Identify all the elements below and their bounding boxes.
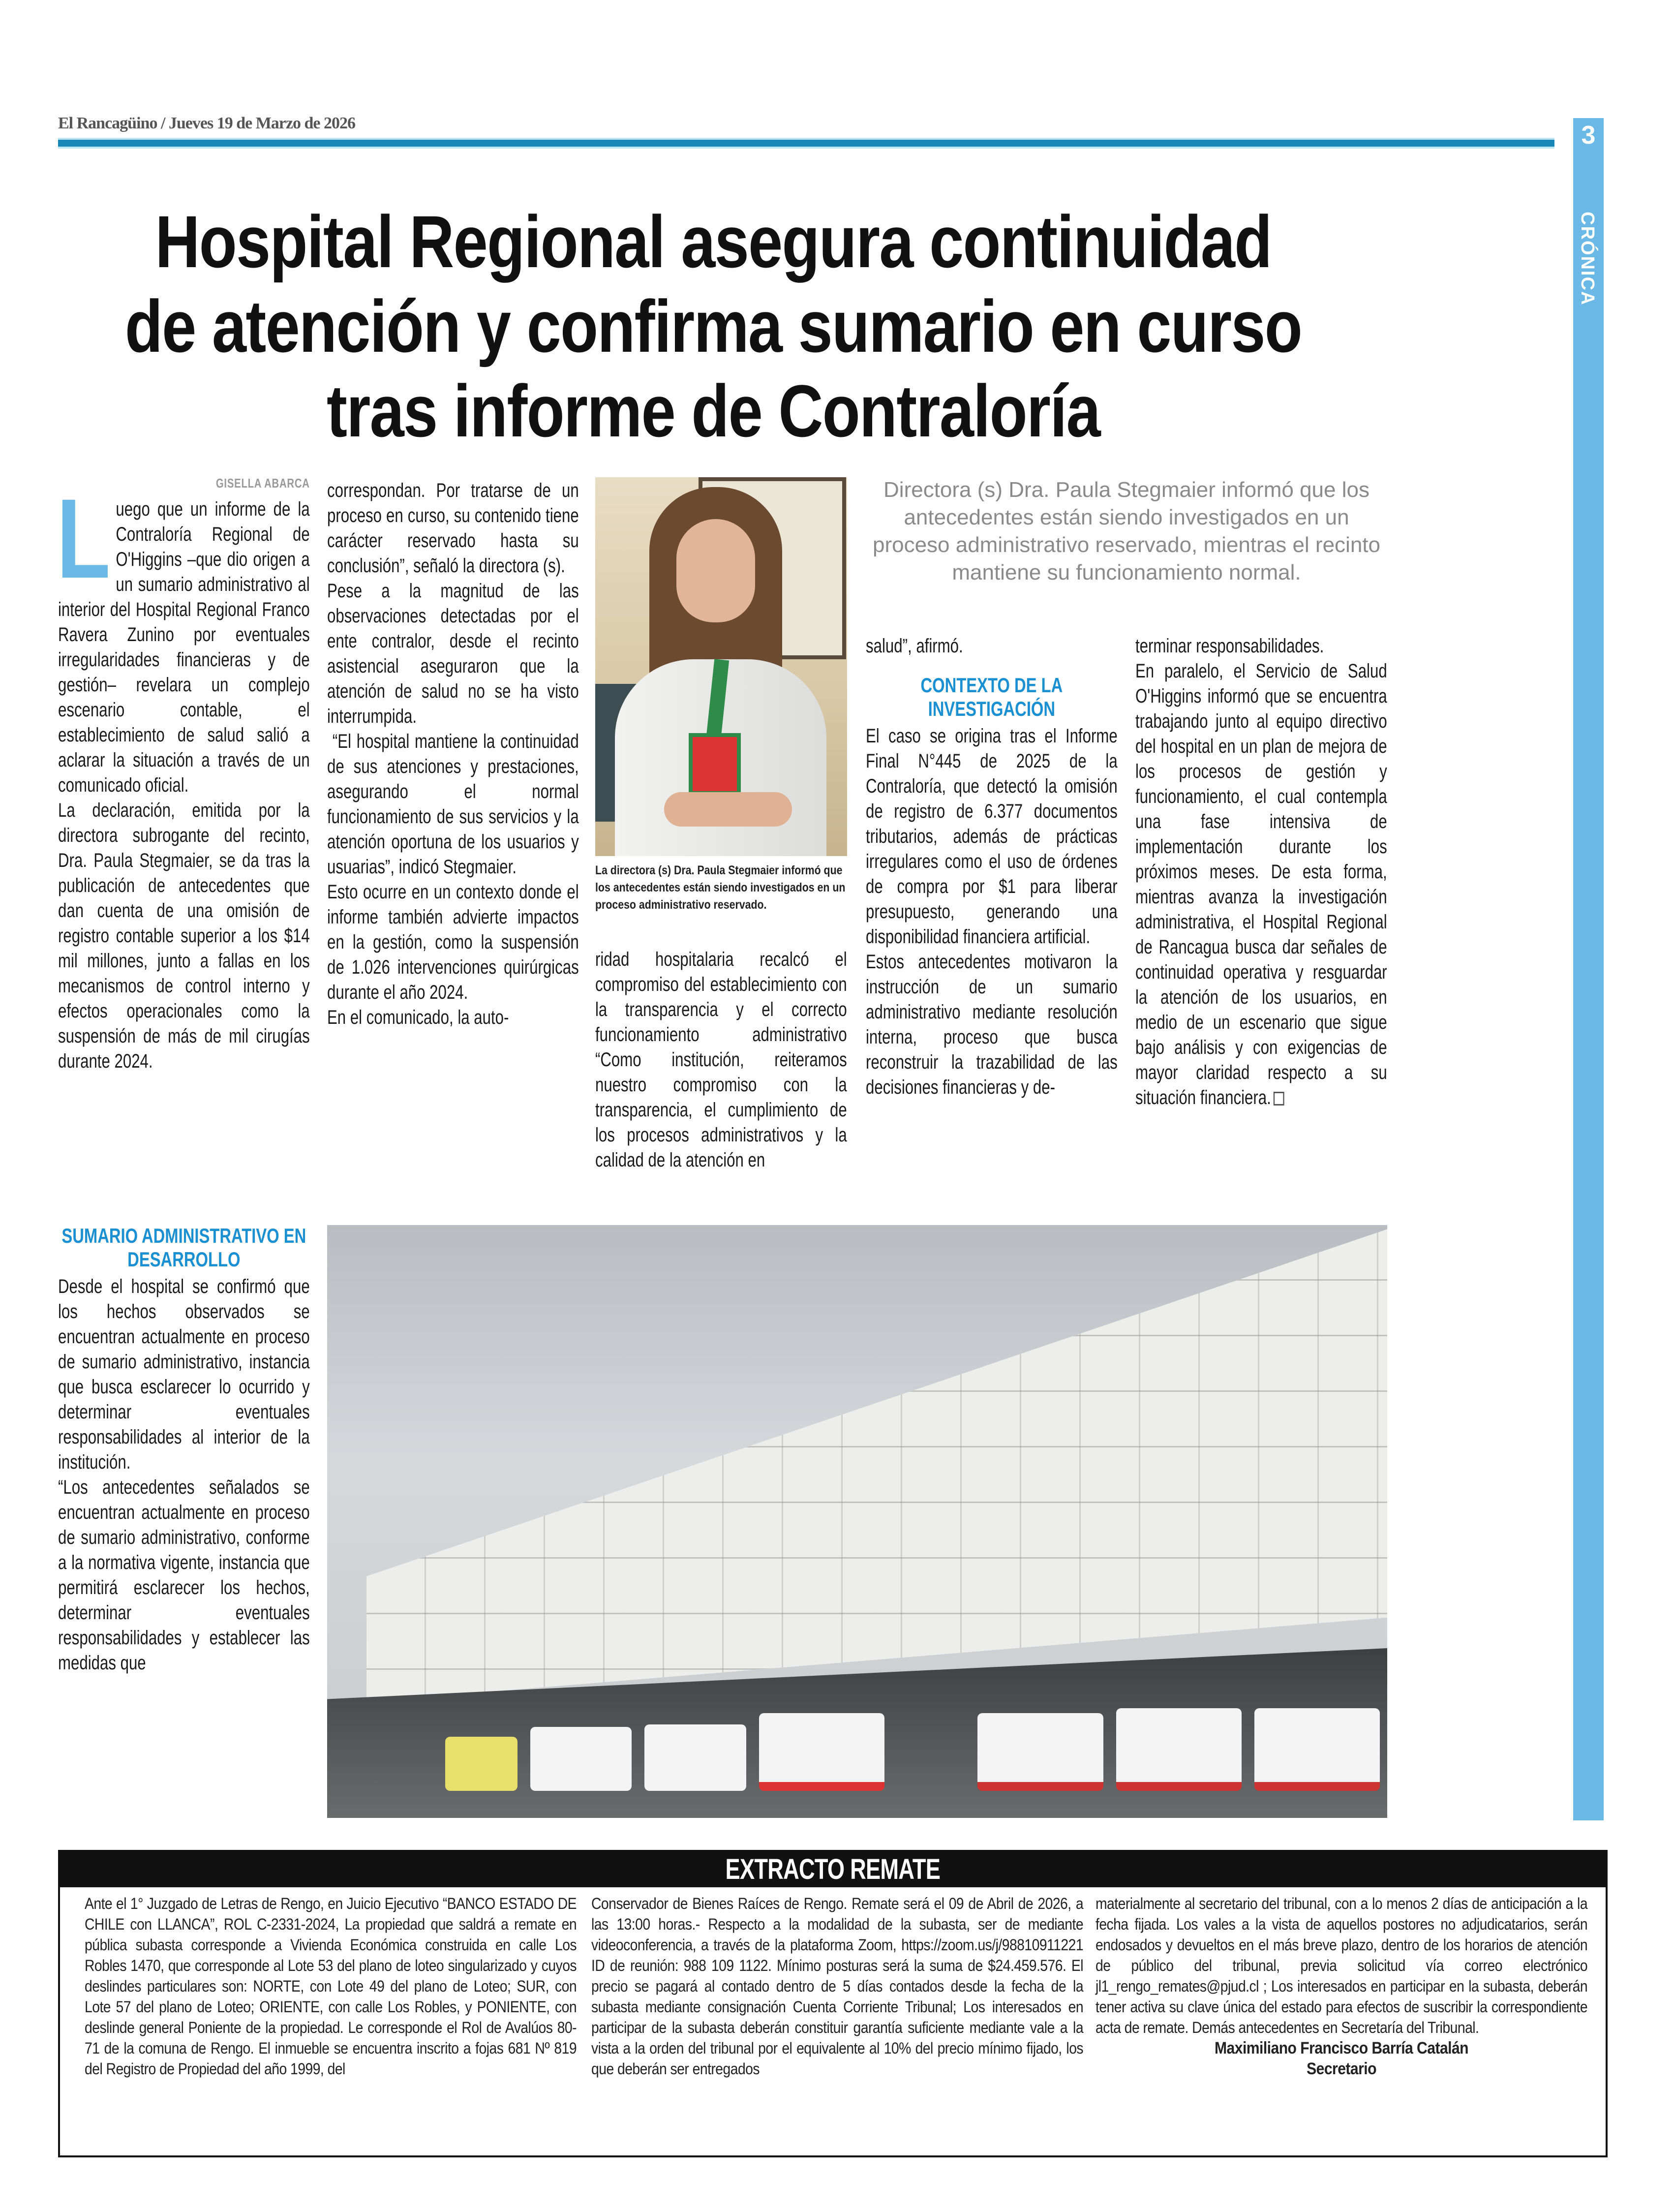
subhead-contexto: CONTEXTO DE LA INVESTIGACIÓN (920, 674, 1063, 720)
header-rule (58, 140, 1554, 147)
paragraph: Desde el hospital se confirmó que los hechos observados se encuentran actualmente en proceso de sumario administrativo, instancia que busca esclarecer lo ocurrido y determinar eventuales responsabilidades al interior de la institución. (58, 1276, 310, 1473)
column-3 (595, 947, 847, 1173)
badge (689, 733, 741, 795)
legal-notice-column-1: Ante el 1° Juzgado de Letras de Rengo, en Juicio Ejecutivo “BANCO ESTADO DE CHILE con LLANCA”, ROL C-2331-2024, La propiedad que saldrá a remate en pública subasta corresponde a Vivienda Económica construida en calle Los Robles 1470, que corresponde al Lote 53 del plano de loteo singularizado y cuyos deslindes particulares son: NORTE, con Lote 49 del plano de Loteo; SUR, con Lote 57 del plano de Loteo; ORIENTE, con calle Los Robles, y PONIENTE, con deslinde general Poniente de la propiedad. Le corresponde el Rol de Avalúos 80-71 de la comuna de Rengo. El inmueble se encuentra inscrito a fojas 681 Nº 819 del Registro de Propiedad del año 1999, del (85, 1895, 577, 2078)
column-4 (866, 634, 1118, 1100)
photo-caption: La directora (s) Dra. Paula Stegmaier informó que los antecedentes están siendo investigados en un proceso administrativo reservado. (595, 863, 846, 912)
legal-notice-box (58, 1850, 1608, 2157)
ambulance-row (445, 1717, 1380, 1791)
facade-grid (366, 1225, 1387, 1727)
legal-notice-title: EXTRACTO REMATE (60, 1852, 1606, 1887)
headline-line-3: tras informe de Contraloría (327, 369, 1100, 452)
running-head: El Rancagüino / Jueves 19 de Marzo de 2026 (58, 114, 355, 132)
headline-line-2: de atención y confirma sumario en curso (124, 285, 1302, 368)
hands (664, 792, 792, 827)
paragraph: La declaración, emitida por la directora subrogante del recinto, Dra. Paula Stegmaier, se da tras la publicación de antecedentes que dan cuenta de una omisión de registro contable superior a los $14 mil millones, junto a fallas en los mecanismos de control interno y efectos operacionales como la suspensión de más de mil cirugías durante 2024. (58, 799, 310, 1072)
director-portrait-photo (595, 477, 847, 856)
signer-role: Secretario (1307, 2059, 1376, 2078)
paragraph: En el comunicado, la auto- (327, 1007, 509, 1028)
paragraph: terminar responsabilidades. (1135, 635, 1324, 657)
ambulance (759, 1713, 884, 1791)
ambulance (644, 1724, 746, 1791)
paragraph: El caso se origina tras el Informe Final N°445 de 2025 de la Contraloría, que detectó la omisión de registro de 6.377 documentos tributarios, además de prácticas irregulares como el uso de órdenes de compra por $1 para liberar presupuesto, generando una disponibilidad financiera artificial. (866, 725, 1118, 948)
paragraph: Pese a la magnitud de las observaciones detectadas por el ente contralor, desde el recinto asistencial aseguraron que la atención de salud no se ha visto interrumpida. (327, 580, 579, 727)
paragraph: uego que un informe de la Contraloría Regional de O'Higgins –que dio origen a un sumario administrativo al interior del Hospital Regional Franco Ravera Zunino por eventuales irregularidades financieras y de gestión– revelara un complejo escenario contable, el establecimiento de salud salió a aclarar la situación a través de un comunicado oficial. (58, 498, 310, 796)
ambulance (445, 1737, 517, 1791)
section-sidebar (1573, 118, 1604, 1820)
signer-name: Maximiliano Francisco Barría Catalán (1215, 2039, 1469, 2058)
column-5 (1135, 634, 1387, 1110)
ambulance (977, 1713, 1103, 1791)
subhead-sumario: SUMARIO ADMINISTRATIVO EN DESARROLLO (61, 1224, 306, 1271)
legal-notice-column-3 (1096, 1893, 1587, 2079)
column-2 (327, 478, 579, 1030)
paragraph: salud”, afirmó. (866, 635, 963, 657)
ambulance (530, 1727, 632, 1791)
legal-notice-column-2: Conservador de Bienes Raíces de Rengo. Remate será el 09 de Abril de 2026, a las 13:00 horas.- Respecto a la modalidad de la subasta, ser de mediante videoconferencia, a través de la plataforma Zoom, https://zoom.us/j/98810911221 ID de reunión: 988 109 1122. Mínimo posturas será la suma de $24.459.576. El precio se pagará al contado dentro de 5 días contados desde la fecha de la subasta mediante consignación Cuenta Corriente Tribunal; Los interesados en participar de la subasta deberán constituir garantía suficiente mediante vale a la vista a la orden del tribunal por el equivalente al 10% del precio mínimo fijado, los que deberán ser entregados (591, 1895, 1084, 2078)
headline (0, 199, 1427, 453)
paragraph: Estos antecedentes motivaron la instrucción de un sumario administrativo mediante resolución interna, proceso que busca reconstruir la trazabilidad de las decisiones financieras y de- (866, 951, 1118, 1098)
page-number: 3 (1581, 121, 1596, 150)
article-deck: Directora (s) Dra. Paula Stegmaier informó que los antecedentes están siendo investigados en un proceso administrativo reservado, mientras el recinto mantiene su funcionamiento normal. (872, 478, 1380, 584)
paragraph (1135, 659, 1387, 1110)
end-of-article-icon (1273, 1092, 1284, 1106)
byline: GISELLA ABARCA (215, 476, 310, 491)
ambulance (1116, 1708, 1242, 1791)
ambulance (1254, 1708, 1380, 1791)
drop-cap: L (56, 475, 111, 602)
column-1-lower (58, 1224, 310, 1676)
hospital-building-photo (327, 1225, 1387, 1818)
legal-notice-text: materialmente al secretario del tribunal, con a lo menos 2 días de anticipación a la fecha fijada. Los vales a la vista de aquellos postores no adjudicatarios, serán endosados y devueltos en el más breve plazo, dentro de los horarios de atención de público del tribunal, previa solicitud vía correo electrónico jl1_rengo_remates@pjud.cl ; Los interesados en participar en la subasta, deberán tener activa su clave única del estado para efectos de suscribir la correspondiente acta de remate. Demás antecedentes en Secretaría del Tribunal. (1096, 1895, 1588, 2036)
paragraph-text: En paralelo, el Servicio de Salud O'Higgins informó que se encuentra trabajando junto al equipo directivo del hospital en un plan de mejora de los procesos de gestión y funcionamiento, el cual contempla una fase intensiva de implementación durante los próximos meses. De esta forma, mientras avanza la investigación administrativa, el Hospital Regional de Rancagua busca dar señales de continuidad operativa y resguardar la atención de los usuarios, en medio de un escenario que sigue bajo análisis y con exigencias de mayor claridad respecto a su situación financiera. (1135, 660, 1387, 1108)
paragraph: “Los antecedentes señalados se encuentran actualmente en proceso de sumario administrativo, conforme a la normativa vigente, instancia que permitirá esclarecer los hechos, determinar eventuales responsabilidades y establecer las medidas que (58, 1476, 310, 1674)
column-1 (58, 473, 310, 1074)
section-name: CRÓNICA (1577, 212, 1598, 306)
face (676, 519, 755, 622)
paragraph: “El hospital mantiene la continuidad de sus atenciones y prestaciones, asegurando el normal funcionamiento de sus servicios y la atención oportuna de los usuarios y usuarias”, indicó Stegmaier. (327, 731, 579, 878)
paragraph: correspondan. Por tratarse de un proceso en curso, su contenido tiene carácter reservado hasta su conclusión”, señaló la directora (s). (327, 480, 579, 577)
paragraph: Esto ocurre en un contexto donde el informe también advierte impactos en la gestión, como la suspensión de 1.026 intervenciones quirúrgicas durante el año 2024. (327, 881, 579, 1003)
section-label (1577, 212, 1600, 330)
headline-line-1: Hospital Regional asegura continuidad (155, 200, 1272, 283)
paragraph: ridad hospitalaria recalcó el compromiso del establecimiento con la transparencia y el correcto funcionamiento administrativo “Como institución, reiteramos nuestro compromiso con la transparencia, el cumplimiento de los procesos administrativos y la calidad de la atención en (595, 949, 847, 1171)
